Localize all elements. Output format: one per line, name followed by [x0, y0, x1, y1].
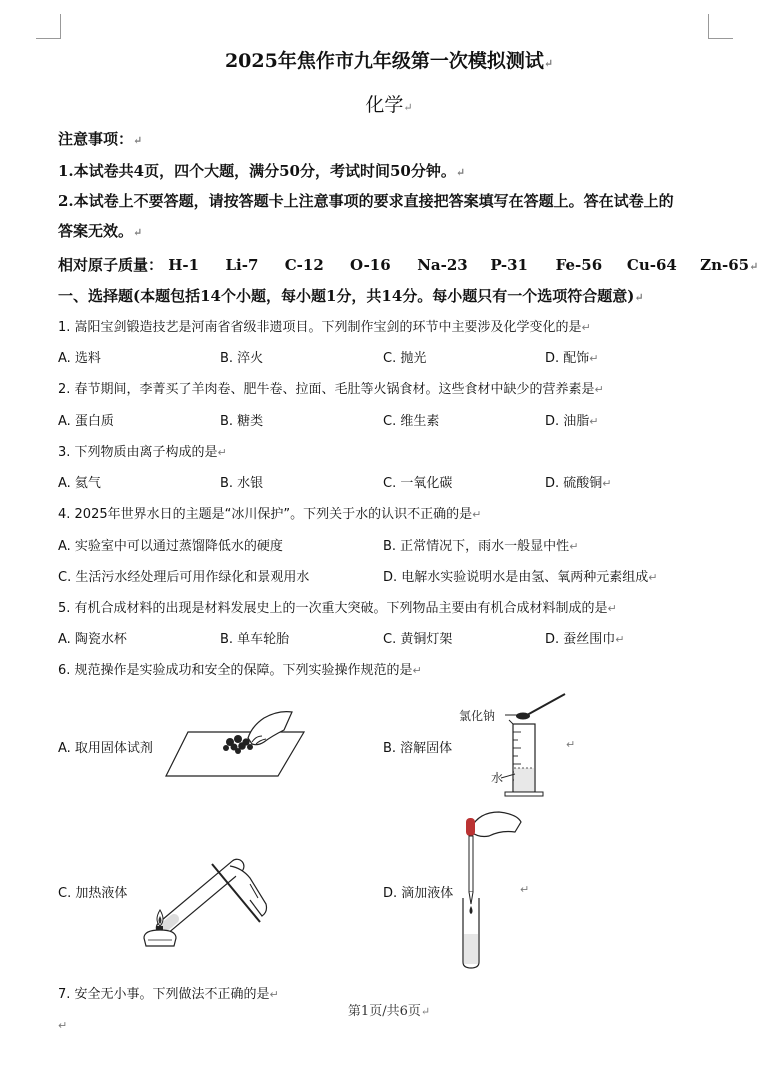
- q6-option-b: B. 溶解固体: [383, 741, 453, 756]
- q1-option-a: A. 选料: [58, 351, 101, 366]
- q6-d-return-mark: ↵: [520, 883, 530, 896]
- q4-option-c: C. 生活污水经处理后可用作绿化和景观用水: [58, 570, 310, 585]
- label-water: 水: [491, 771, 504, 785]
- q6-option-a: A. 取用固体试剂: [58, 741, 153, 756]
- question-3: 3. 下列物质由离子构成的是↵: [58, 445, 227, 460]
- question-4: 4. 2025年世界水日的主题是“冰川保护”。下列关于水的认识不正确的是↵: [58, 507, 482, 522]
- q1-option-b: B. 淬火: [220, 351, 264, 366]
- q3-option-b: B. 水银: [220, 476, 264, 491]
- figure-dissolve-solid: [455, 688, 575, 800]
- notice-item-2-cont: 答案无效。↵: [58, 222, 143, 240]
- q5-option-a: A. 陶瓷水杯: [58, 632, 127, 647]
- q5-option-b: B. 单车轮胎: [220, 632, 290, 647]
- crop-mark-top-left: [36, 14, 61, 39]
- question-2: 2. 春节期间，李菁买了羊肉卷、肥牛卷、拉面、毛肚等火锅食材。这些食材中缺少的营养素是↵: [58, 382, 604, 397]
- trailing-paragraph-mark: ↵: [58, 1019, 68, 1032]
- question-7: 7. 安全无小事。下列做法不正确的是↵: [58, 987, 279, 1002]
- q3-option-c: C. 一氧化碳: [383, 476, 453, 491]
- notice-item-1: 1.本试卷共4页，四个大题，满分50分，考试时间50分钟。↵: [58, 162, 466, 180]
- figure-take-solid: [160, 708, 310, 780]
- notice-item-2: 2.本试卷上不要答题，请按答题卡上注意事项的要求直接把答案填写在答题上。答在试卷上的: [58, 192, 674, 210]
- question-5: 5. 有机合成材料的出现是材料发展史上的一次重大突破。下列物品主要由有机合成材料制成的是↵: [58, 601, 617, 616]
- q1-option-c: C. 抛光: [383, 351, 427, 366]
- q2-option-d: D. 油脂↵: [545, 414, 599, 429]
- q6-option-c: C. 加热液体: [58, 886, 128, 901]
- subject-title: 化学↵: [365, 94, 413, 116]
- atomic-mass-line: 相对原子质量： H-1 Li-7 C-12 O-16 Na-23 P-31 Fe-56 Cu-64 Zn-65↵: [58, 256, 759, 274]
- q3-option-a: A. 氦气: [58, 476, 101, 491]
- q2-option-b: B. 糖类: [220, 414, 264, 429]
- page-title: 2025年焦作市九年级第一次模拟测试↵: [224, 50, 554, 72]
- notice-heading: 注意事项：↵: [58, 130, 143, 148]
- q5-option-c: C. 黄铜灯架: [383, 632, 453, 647]
- q4-option-d: D. 电解水实验说明水是由氢、氧两种元素组成↵: [383, 570, 658, 585]
- q6-option-d: D. 滴加液体: [383, 886, 454, 901]
- q2-option-a: A. 蛋白质: [58, 414, 114, 429]
- q3-option-d: D. 硫酸铜↵: [545, 476, 612, 491]
- crop-mark-top-right: [708, 14, 733, 39]
- q6-b-return-mark: ↵: [566, 738, 576, 751]
- section-1-heading: 一、选择题(本题包括14个小题，每小题1分，共14分。每小题只有一个选项符合题意)↵: [58, 287, 644, 305]
- figure-drop-liquid: [455, 806, 535, 972]
- question-6: 6. 规范操作是实验成功和安全的保障。下列实验操作规范的是↵: [58, 663, 422, 678]
- q2-option-c: C. 维生素: [383, 414, 440, 429]
- page-footer: 第1页/共6页↵: [347, 1004, 431, 1019]
- q4-option-b: B. 正常情况下，雨水一般显中性↵: [383, 539, 579, 554]
- q4-option-a: A. 实验室中可以通过蒸馏降低水的硬度: [58, 539, 283, 554]
- question-1: 1. 嵩阳宝剑锻造技艺是河南省省级非遗项目。下列制作宝剑的环节中主要涉及化学变化的是↵: [58, 320, 591, 335]
- q5-option-d: D. 蚕丝围巾↵: [545, 632, 625, 647]
- figure-heat-liquid: [138, 826, 278, 950]
- q1-option-d: D. 配饰↵: [545, 351, 599, 366]
- label-sodium-chloride: 氯化钠: [459, 709, 496, 723]
